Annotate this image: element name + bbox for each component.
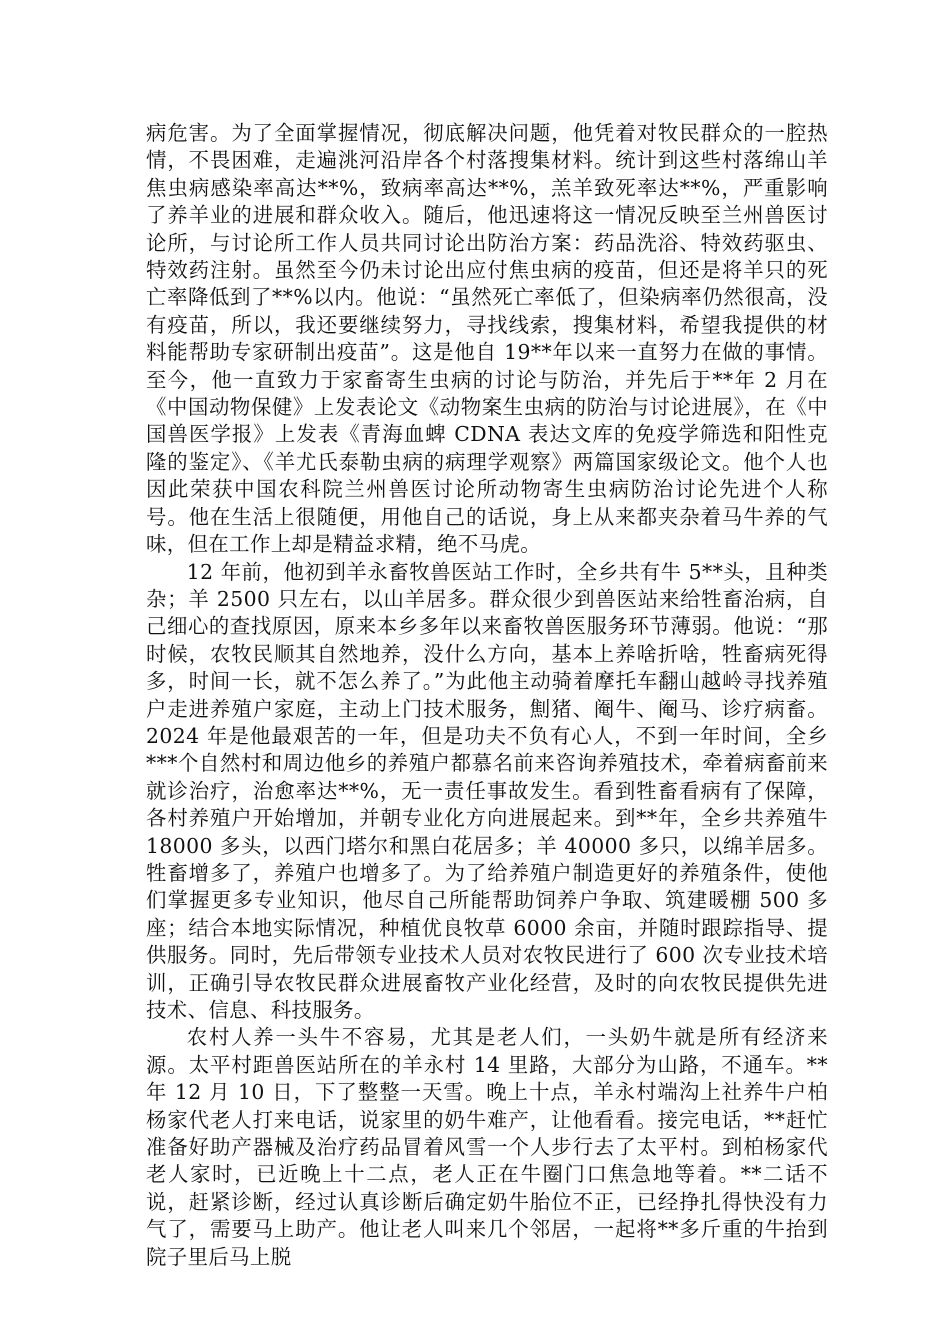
paragraph-1: 病危害。为了全面掌握情况，彻底解决问题，他凭着对牧民群众的一腔热情，不畏困难，走遍洮河沿岸各个村落搜集材料。统计到这些村落绵山羊焦虫病感染率高达**%，致病率高达**%，羔羊致死率达**%，严重影响了养羊业的进展和群众收入。随后，他迅速将这一情况反映至兰州兽医讨论所，与讨论所工作人员共同讨论出防治方案：药品洗浴、特效药驱虫、特效药注射。虽然至今仍未讨论出应付焦虫病的疫苗，但还是将羊只的死亡率降低到了**%以内。他说：“虽然死亡率低了，但染病率仍然很高，没有疫苗，所以，我还要继续努力，寻找线索，搜集材料，希望我提供的材料能帮助专家研制出疫苗”。这是他自 19**年以来一直努力在做的事情。至今，他一直致力于家畜寄生虫病的讨论与防治，并先后于**年 2 月在《中国动物保健》上发表论文《动物案生虫病的防治与讨论进展》，在《中国兽医学报》上发表《青海血蜱 CDNA 表达文库的免疫学筛选和阳性克隆的鉴定》、《羊尤氏泰勒虫病的病理学观察》两篇国家级论文。他个人也因此荣获中国农科院兰州兽医讨论所动物寄生虫病防治讨论先进个人称号。他在生活上很随便，用他自己的话说，身上从来都夹杂着马牛养的气味，但在工作上却是精益求精，绝不马虎。 (146, 121, 828, 557)
paragraph-3: 农村人养一头牛不容易，尤其是老人们，一头奶牛就是所有经济来源。太平村距兽医站所在的羊永村 14 里路，大部分为山路，不通车。**年 12 月 10 日，下了整整一天雪。晚上十点，羊永村端沟上社养牛户柏杨家代老人打来电话，说家里的奶牛难产，让他看看。接完电话，**赶忙准备好助产器械及治疗药品冒着风雪一个人步行去了太平村。到柏杨家代老人家时，已近晚上十二点，老人正在牛圈门口焦急地等着。**二话不说，赶紧诊断，经过认真诊断后确定奶牛胎位不正，已经挣扎得快没有力气了，需要马上助产。他让老人叫来几个邻居，一起将**多斤重的牛抬到院子里后马上脱 (146, 1025, 828, 1269)
document-page (146, 120, 828, 1271)
paragraph-2: 12 年前，他初到羊永畜牧兽医站工作时，全乡共有牛 5**头，且种类杂；羊 2500 只左右，以山羊居多。群众很少到兽医站来给牲畜治病，自己细心的查找原因，原来本乡多年以来畜牧兽医服务环节薄弱。他说：“那时候，农牧民顺其自然地养，没什么方向，基本上养啥折啥，牲畜病死得多，时间一长，就不怎么养了。”为此他主动骑着摩托车翻山越岭寻找养殖户走进养殖户家庭，主动上门技术服务，劁猪、阉牛、阉马、诊疗病畜。2024 年是他最艰苦的一年，但是功夫不负有心人，不到一年时间，全乡***个自然村和周边他乡的养殖户都慕名前来咨询养殖技术，牵着病畜前来就诊治疗，治愈率达**%，无一责任事故发生。看到牲畜看病有了保障，各村养殖户开始增加，并朝专业化方向进展起来。到**年，全乡共养殖牛18000 多头，以西门塔尔和黑白花居多；羊 40000 多只，以绵羊居多。牲畜增多了，养殖户也增多了。为了给养殖户制造更好的养殖条件，使他们掌握更多专业知识，他尽自己所能帮助饲养户争取、筑建暖棚 500 多座；结合本地实际情况，种植优良牧草 6000 余亩，并随时跟踪指导、提供服务。同时，先后带领专业技术人员对农牧民进行了 600 次专业技术培训，正确引导农牧民群众进展畜牧产业化经营，及时的向农牧民提供先进技术、信息、科技服务。 (146, 559, 828, 1022)
